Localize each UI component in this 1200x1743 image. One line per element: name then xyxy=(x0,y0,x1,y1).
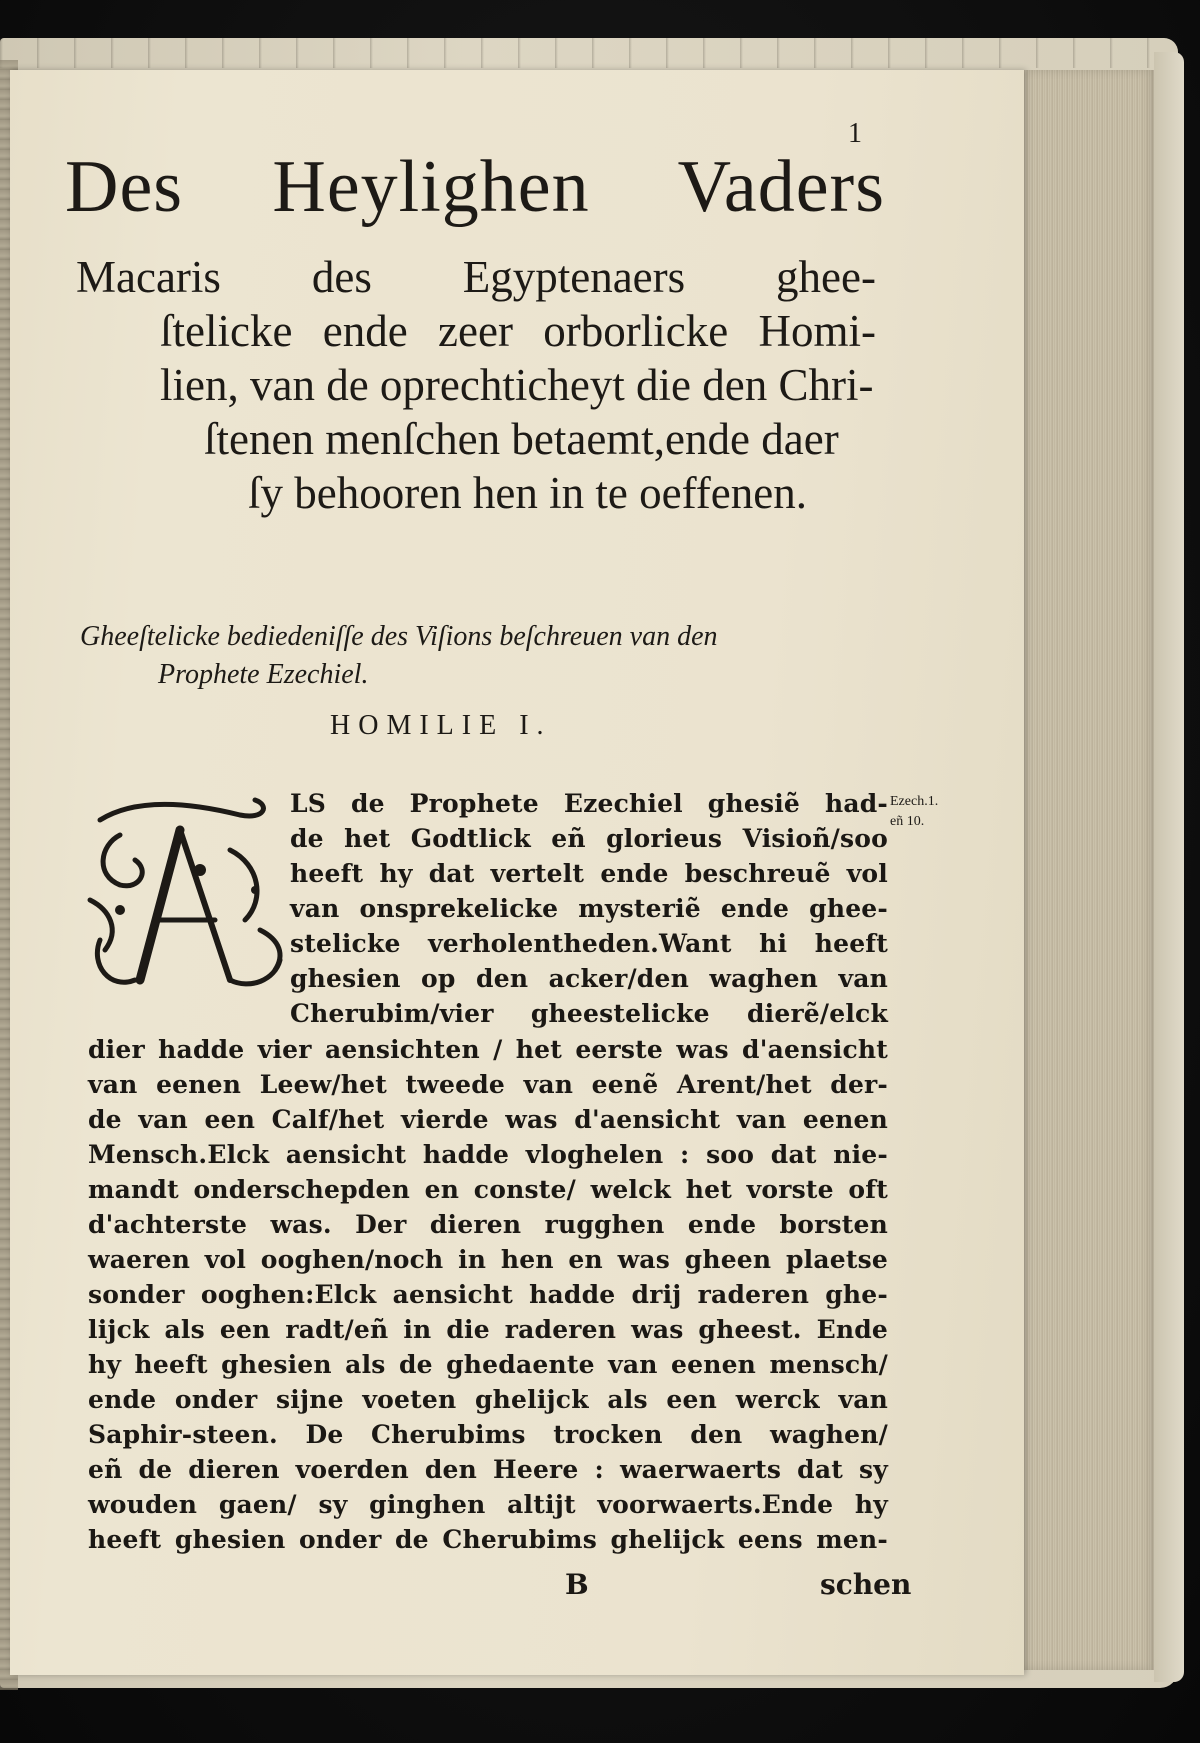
subtitle-line: Macaris des Egyptenaers ghee- xyxy=(76,252,876,302)
cover-fore-edge xyxy=(1154,52,1184,1682)
body-line: Mensch.Elck aensicht hadde vloghelen : soo dat nie- xyxy=(88,1140,888,1169)
body-line: van onsprekelicke mysteriẽ ende ghee- xyxy=(290,894,888,923)
body-line: sonder ooghen:Elck aensicht hadde drij raderen ghe- xyxy=(88,1280,888,1309)
page-edges xyxy=(1022,70,1156,1670)
subtitle-line: ſtenen menſchen betaemt,ende daer xyxy=(204,414,839,464)
subtitle-line: ſy behooren hen in te oeffenen. xyxy=(248,468,807,518)
body-line: heeft hy dat vertelt ende beschreuẽ vol xyxy=(290,859,888,888)
title-subtitle xyxy=(76,250,876,520)
printed-page xyxy=(10,70,1024,1675)
decorated-initial-a-icon xyxy=(80,790,290,1000)
body-line: d'achterste was. Der dieren rugghen ende borsten xyxy=(88,1210,888,1239)
body-text-beside-initial xyxy=(290,786,888,1031)
section-heading-line: Gheeſtelicke bediedeniſſe des Viſions beſchreuen van den xyxy=(80,621,718,652)
page-title: Des Heylighen Vaders xyxy=(65,146,885,228)
homily-heading: HOMILIE I. xyxy=(330,710,552,741)
margin-note-line: eñ 10. xyxy=(890,814,925,829)
subtitle-line: lien, van de oprechticheyt die den Chri- xyxy=(160,360,874,410)
body-line: lijck als een radt/eñ in die raderen was gheest. Ende xyxy=(88,1315,888,1344)
catchword: schen xyxy=(820,1568,912,1601)
body-line: ende onder sijne voeten ghelijck als een werck van xyxy=(88,1385,888,1414)
body-line: dier hadde vier aensichten / het eerste was d'aensicht xyxy=(88,1035,888,1064)
body-line: ghesien op den acker/den waghen van xyxy=(290,964,888,993)
section-heading-line: Prophete Ezechiel. xyxy=(158,659,369,690)
body-text xyxy=(88,1032,888,1557)
body-line: de het Godtlick eñ glorieus Visioñ/soo xyxy=(290,824,888,853)
body-line: stelicke verholentheden.Want hi heeft xyxy=(290,929,888,958)
subtitle-line: ſtelicke ende zeer orborlicke Homi- xyxy=(160,306,876,356)
body-line: Cherubim/vier gheestelicke dierẽ/elck xyxy=(290,999,888,1028)
section-heading xyxy=(80,618,880,694)
body-line: LS de Prophete Ezechiel ghesiẽ had- xyxy=(290,789,888,818)
body-line: wouden gaen/ sy ginghen altijt voorwaerts.Ende hy xyxy=(88,1490,888,1519)
cover-edge-speckle xyxy=(0,38,1180,68)
body-line: eñ de dieren voerden den Heere : waerwaerts dat sy xyxy=(88,1455,888,1484)
body-line: hy heeft ghesien als de ghedaente van eenen mensch/ xyxy=(88,1350,888,1379)
body-line: mandt onderschepden en conste/ welck het vorste oft xyxy=(88,1175,888,1204)
body-line: van eenen Leew/het tweede van eenẽ Arent/het der- xyxy=(88,1070,888,1099)
body-line: heeft ghesien onder de Cherubims ghelijck eens men- xyxy=(88,1525,888,1554)
folio-number: 1 xyxy=(848,118,862,149)
signature-mark: B xyxy=(565,1568,589,1601)
body-line: Saphir-steen. De Cherubims trocken den waghen/ xyxy=(88,1420,888,1449)
margin-note xyxy=(890,792,980,832)
body-line: de van een Calf/het vierde was d'aensicht van eenen xyxy=(88,1105,888,1134)
body-line: waeren vol ooghen/noch in hen en was gheen plaetse xyxy=(88,1245,888,1274)
margin-note-line: Ezech.1. xyxy=(890,794,939,809)
